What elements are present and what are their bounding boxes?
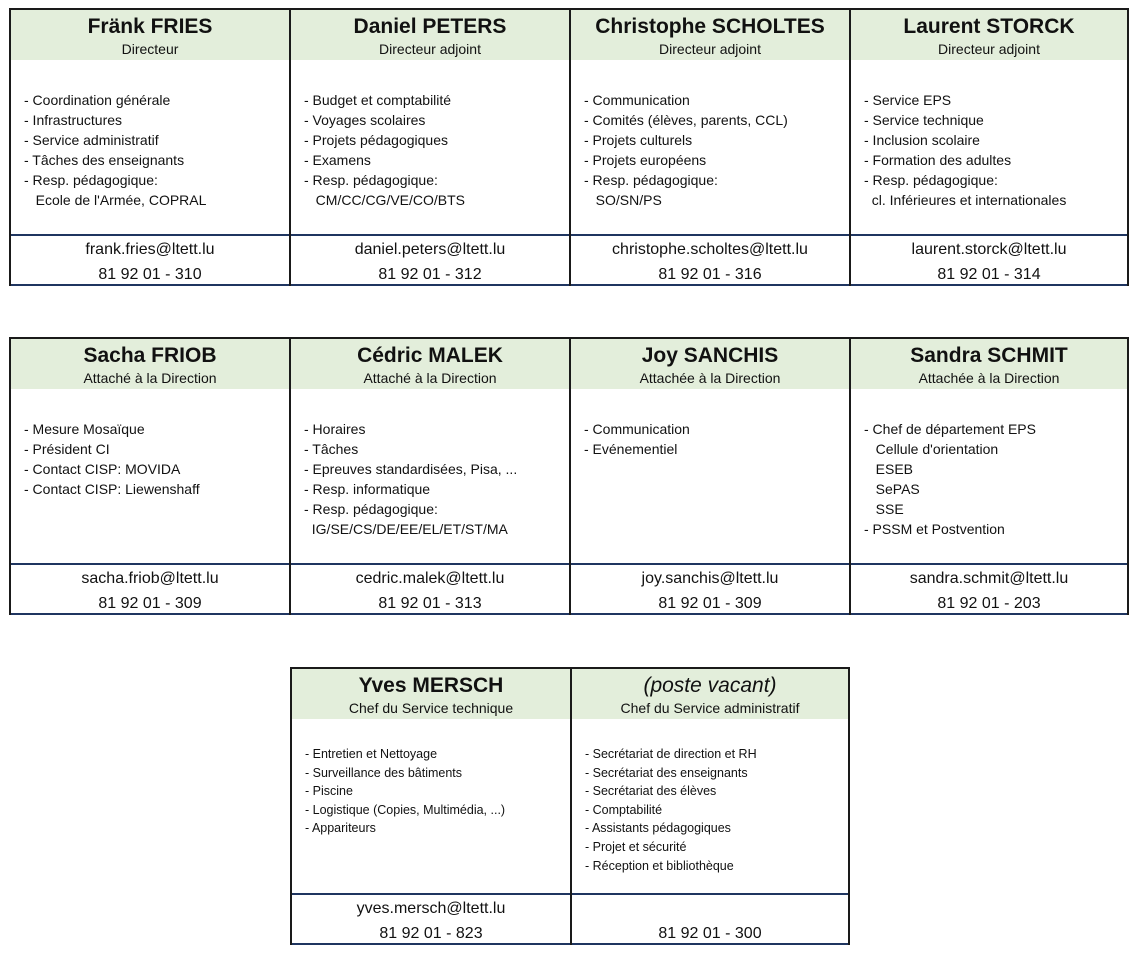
duty-item: - Réception et bibliothèque bbox=[585, 858, 734, 873]
duty-item: - Logistique (Copies, Multimédia, ...) bbox=[305, 802, 506, 817]
person-name: Sandra SCHMIT bbox=[910, 344, 1068, 367]
phone-number: 81 92 01 - 203 bbox=[937, 595, 1041, 612]
duty-item: - Contact CISP: MOVIDA bbox=[24, 461, 181, 477]
person-name: Sacha FRIOB bbox=[83, 344, 217, 367]
duty-item: - Projets pédagogiques bbox=[304, 132, 448, 148]
duty-item: - Entretien et Nettoyage bbox=[305, 747, 438, 761]
card-footer bbox=[571, 563, 849, 615]
row-attaches bbox=[9, 337, 1129, 615]
contact-card bbox=[569, 337, 849, 615]
email-address: sacha.friob@ltett.lu bbox=[81, 570, 219, 587]
duty-item: - PSSM et Postvention bbox=[864, 521, 1005, 537]
row-direction bbox=[9, 8, 1129, 286]
email-address: yves.mersch@ltett.lu bbox=[356, 900, 506, 917]
duty-item: - Coordination générale bbox=[24, 92, 171, 108]
email-address: christophe.scholtes@ltett.lu bbox=[612, 241, 808, 258]
person-role: Attaché à la Direction bbox=[363, 370, 497, 386]
phone-number: 81 92 01 - 312 bbox=[378, 266, 482, 283]
duty-item: - Secrétariat des élèves bbox=[585, 784, 717, 799]
card-header bbox=[572, 667, 848, 719]
person-name: Cédric MALEK bbox=[357, 344, 503, 367]
person-role: Chef du Service administratif bbox=[620, 700, 800, 716]
row-services bbox=[290, 667, 850, 945]
duty-list bbox=[11, 60, 289, 234]
duty-item: - Appariteurs bbox=[305, 821, 376, 836]
duty-item: - Chef de département EPS bbox=[864, 421, 1036, 437]
card-footer bbox=[851, 234, 1127, 286]
person-role: Attachée à la Direction bbox=[918, 370, 1060, 386]
duty-item: - Comptabilité bbox=[585, 802, 663, 817]
contact-card bbox=[9, 337, 289, 615]
person-role: Directeur bbox=[121, 41, 179, 57]
duty-item: - Piscine bbox=[305, 784, 353, 799]
person-role: Attaché à la Direction bbox=[83, 370, 217, 386]
duty-item: - Epreuves standardisées, Pisa, ... bbox=[304, 461, 518, 477]
duty-item: - Communication bbox=[584, 92, 690, 108]
card-header bbox=[291, 8, 569, 60]
contact-card bbox=[849, 8, 1129, 286]
contact-card bbox=[9, 8, 289, 286]
duty-list bbox=[571, 389, 849, 563]
duty-item: ESEB bbox=[864, 461, 914, 477]
duty-item: SO/SN/PS bbox=[584, 192, 662, 208]
duty-list bbox=[291, 389, 569, 563]
duty-list bbox=[291, 60, 569, 234]
duty-item: - Service EPS bbox=[864, 92, 952, 108]
duty-item: - Inclusion scolaire bbox=[864, 132, 980, 148]
duty-item: - Projet et sécurité bbox=[585, 839, 687, 854]
duty-item: - Président CI bbox=[24, 441, 110, 457]
card-footer bbox=[11, 563, 289, 615]
email-address: joy.sanchis@ltett.lu bbox=[641, 570, 779, 587]
duty-item: - Resp. pédagogique: bbox=[24, 172, 158, 188]
duty-item: Ecole de l'Armée, COPRAL bbox=[24, 192, 207, 208]
person-role: Directeur adjoint bbox=[659, 41, 761, 57]
duty-item: CM/CC/CG/VE/CO/BTS bbox=[304, 192, 466, 208]
duty-item: - Projets culturels bbox=[584, 132, 693, 148]
duty-list bbox=[292, 719, 570, 893]
phone-number: 81 92 01 - 313 bbox=[378, 595, 482, 612]
card-header bbox=[11, 337, 289, 389]
card-header bbox=[11, 8, 289, 60]
contact-card bbox=[290, 667, 570, 945]
person-name: Christophe SCHOLTES bbox=[595, 15, 825, 38]
duty-item: - Resp. pédagogique: bbox=[584, 172, 718, 188]
contact-card bbox=[570, 667, 850, 945]
phone-number: 81 92 01 - 300 bbox=[658, 925, 762, 942]
duty-item: - Surveillance des bâtiments bbox=[305, 765, 463, 780]
email-address bbox=[572, 896, 848, 921]
card-footer bbox=[851, 563, 1127, 615]
person-name: Yves MERSCH bbox=[358, 674, 504, 697]
duty-item: - Resp. pédagogique: bbox=[864, 172, 998, 188]
card-footer bbox=[292, 893, 570, 945]
phone-number: 81 92 01 - 316 bbox=[658, 266, 762, 283]
duty-item: - Mesure Mosaïque bbox=[24, 421, 145, 437]
duty-item: - Secrétariat des enseignants bbox=[585, 765, 748, 780]
duty-list bbox=[851, 389, 1127, 563]
duty-item: - Service administratif bbox=[24, 132, 159, 148]
duty-item: - Service technique bbox=[864, 112, 984, 128]
duty-list bbox=[571, 60, 849, 234]
card-header bbox=[851, 8, 1127, 60]
card-header bbox=[571, 8, 849, 60]
card-footer bbox=[571, 234, 849, 286]
duty-list bbox=[11, 389, 289, 563]
duty-item: IG/SE/CS/DE/EE/EL/ET/ST/MA bbox=[304, 521, 508, 537]
person-name: Fränk FRIES bbox=[87, 15, 213, 38]
contact-card bbox=[569, 8, 849, 286]
contact-card bbox=[289, 337, 569, 615]
phone-number: 81 92 01 - 310 bbox=[98, 266, 202, 283]
person-role: Directeur adjoint bbox=[379, 41, 481, 57]
card-footer bbox=[572, 893, 848, 945]
duty-item: - Voyages scolaires bbox=[304, 112, 426, 128]
contact-card bbox=[849, 337, 1129, 615]
duty-item: - Infrastructures bbox=[24, 112, 123, 128]
duty-item: SePAS bbox=[864, 481, 920, 497]
person-name: (poste vacant) bbox=[643, 674, 777, 697]
duty-item: - Resp. pédagogique: bbox=[304, 501, 438, 517]
duty-item: - Examens bbox=[304, 152, 371, 168]
card-header bbox=[291, 337, 569, 389]
person-role: Directeur adjoint bbox=[938, 41, 1040, 57]
duty-item: - Communication bbox=[584, 421, 690, 437]
duty-item: - Contact CISP: Liewenshaff bbox=[24, 481, 200, 497]
email-address: sandra.schmit@ltett.lu bbox=[909, 570, 1069, 587]
card-header bbox=[292, 667, 570, 719]
card-footer bbox=[11, 234, 289, 286]
duty-item: - Evénementiel bbox=[584, 441, 678, 457]
card-footer bbox=[291, 234, 569, 286]
card-footer bbox=[291, 563, 569, 615]
duty-item: SSE bbox=[864, 501, 904, 517]
card-header bbox=[851, 337, 1127, 389]
duty-list bbox=[572, 719, 848, 893]
phone-number: 81 92 01 - 309 bbox=[98, 595, 202, 612]
duty-item: cl. Inférieures et internationales bbox=[864, 192, 1067, 208]
duty-item: - Assistants pédagogiques bbox=[585, 821, 731, 836]
duty-item: - Comités (élèves, parents, CCL) bbox=[584, 112, 788, 128]
duty-item: - Horaires bbox=[304, 421, 366, 437]
duty-item: - Tâches bbox=[304, 441, 359, 457]
phone-number: 81 92 01 - 314 bbox=[937, 266, 1041, 283]
duty-item: Cellule d'orientation bbox=[864, 441, 999, 457]
duty-item: - Resp. informatique bbox=[304, 481, 431, 497]
duty-item: - Resp. pédagogique: bbox=[304, 172, 438, 188]
phone-number: 81 92 01 - 823 bbox=[379, 925, 483, 942]
person-name: Laurent STORCK bbox=[903, 15, 1075, 38]
duty-item: - Secrétariat de direction et RH bbox=[585, 747, 757, 761]
person-name: Joy SANCHIS bbox=[641, 344, 779, 367]
email-address: laurent.storck@ltett.lu bbox=[911, 241, 1067, 258]
duty-item: - Projets européens bbox=[584, 152, 707, 168]
email-address: daniel.peters@ltett.lu bbox=[354, 241, 506, 258]
phone-number: 81 92 01 - 309 bbox=[658, 595, 762, 612]
email-address: cedric.malek@ltett.lu bbox=[355, 570, 505, 587]
card-header bbox=[571, 337, 849, 389]
duty-item: - Budget et comptabilité bbox=[304, 92, 452, 108]
person-name: Daniel PETERS bbox=[353, 15, 507, 38]
email-address: frank.fries@ltett.lu bbox=[85, 241, 215, 258]
person-role: Attachée à la Direction bbox=[639, 370, 781, 386]
contact-card bbox=[289, 8, 569, 286]
duty-list bbox=[851, 60, 1127, 234]
duty-item: - Tâches des enseignants bbox=[24, 152, 185, 168]
person-role: Chef du Service technique bbox=[348, 700, 514, 716]
duty-item: - Formation des adultes bbox=[864, 152, 1012, 168]
